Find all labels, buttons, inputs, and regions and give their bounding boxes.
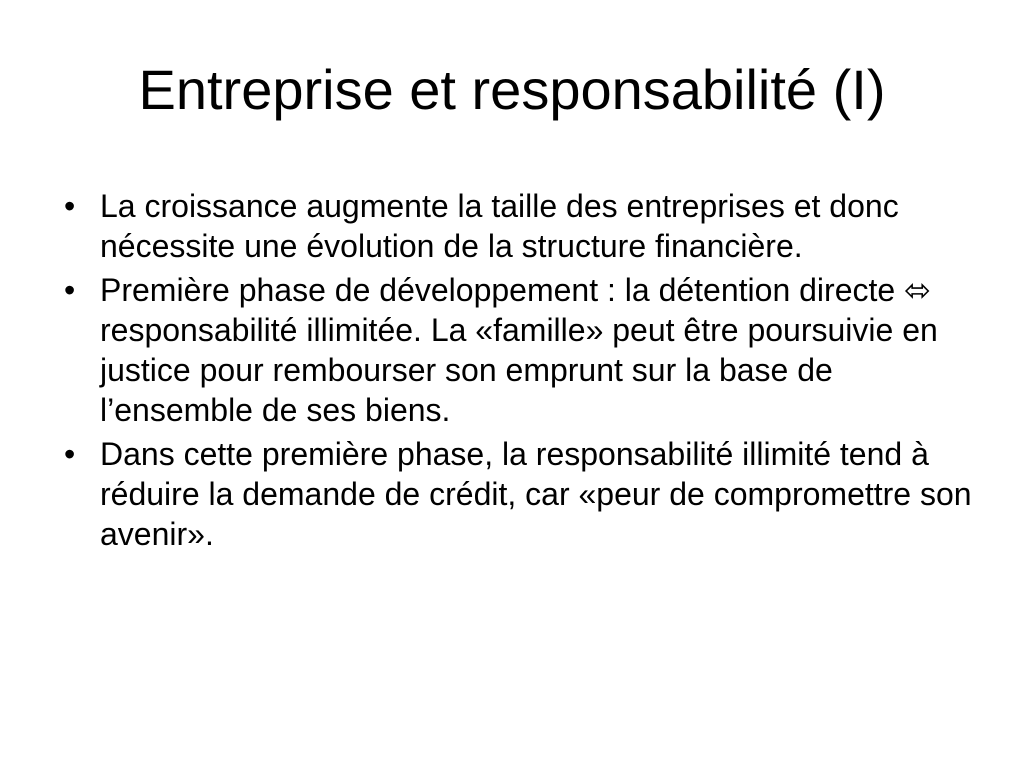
bullet-list: [64, 186, 974, 558]
bullet-text: Première phase de développement : la détention directe ⬄ responsabilité illimitée. La «famille» peut être poursuivie en justice pour rembourser son emprunt sur la base de l’ensemble de ses biens.: [100, 272, 938, 428]
slide-title: Entreprise et responsabilité (I): [138, 58, 886, 121]
bullet-item: [64, 434, 974, 554]
bullet-icon: •: [64, 188, 76, 224]
bullet-item: [64, 270, 974, 430]
bullet-text: La croissance augmente la taille des entreprises et donc nécessite une évolution de la structure financière.: [100, 188, 899, 264]
bullet-icon: •: [64, 272, 76, 308]
bullet-text: Dans cette première phase, la responsabilité illimité tend à réduire la demande de crédit, car «peur de compromettre son avenir».: [100, 436, 972, 552]
bullet-icon: •: [64, 436, 76, 472]
bullet-item: [64, 186, 974, 266]
